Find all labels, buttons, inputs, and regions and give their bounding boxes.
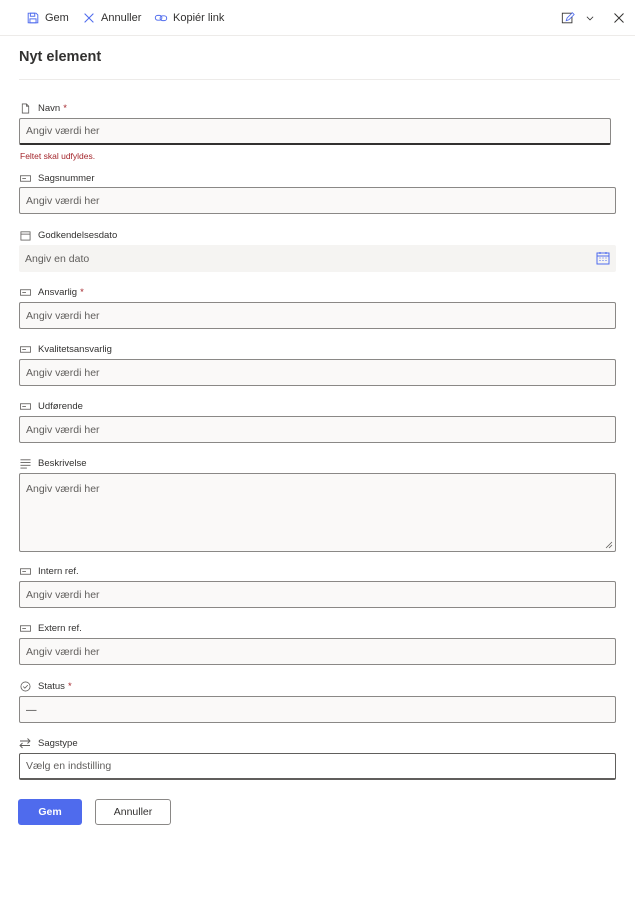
calendar-icon (19, 229, 31, 241)
external-ref-label: Extern ref. (19, 621, 82, 635)
copy-link-command[interactable] (154, 10, 224, 26)
save-command[interactable] (26, 10, 69, 26)
title-divider (19, 79, 620, 80)
multiline-text-icon (19, 457, 31, 469)
text-field-icon (19, 565, 31, 577)
required-marker: * (63, 102, 67, 114)
command-bar (0, 0, 635, 36)
resize-handle-icon[interactable] (605, 541, 613, 549)
case-number-label: Sagsnummer (19, 171, 95, 185)
status-label: Status * (19, 679, 72, 693)
case-type-combobox[interactable]: Vælg en indstilling (19, 753, 616, 780)
chevron-down-icon (585, 13, 595, 23)
calendar-icon[interactable] (596, 251, 610, 265)
executor-label: Udførende (19, 399, 83, 413)
internal-ref-input[interactable]: Angiv værdi her (19, 581, 616, 608)
approval-date-label: Godkendelsesdato (19, 228, 117, 242)
case-number-input[interactable]: Angiv værdi her (19, 187, 616, 214)
responsible-label: Ansvarlig * (19, 285, 84, 299)
document-icon (19, 102, 31, 114)
save-button[interactable]: Gem (18, 799, 82, 825)
name-input[interactable]: Angiv værdi her (19, 118, 611, 145)
check-circle-icon (19, 680, 31, 692)
quality-responsible-label: Kvalitetsansvarlig (19, 342, 112, 356)
text-field-icon (19, 343, 31, 355)
page-title: Nyt element (19, 49, 102, 65)
cancel-button[interactable]: Annuller (95, 799, 171, 825)
save-icon (26, 11, 40, 25)
executor-input[interactable]: Angiv værdi her (19, 416, 616, 443)
copy-link-label: Kopiér link (173, 12, 225, 24)
cancel-command-label: Annuller (101, 12, 142, 24)
edit-form-dropdown[interactable] (582, 10, 598, 26)
name-label: Navn * (19, 101, 67, 115)
required-marker: * (67, 680, 72, 692)
text-field-icon (19, 622, 31, 634)
approval-date-input[interactable]: Angiv en dato (19, 245, 616, 272)
status-dropdown[interactable] (19, 696, 616, 723)
edit-form-button[interactable] (560, 10, 576, 26)
description-label: Beskrivelse (19, 456, 87, 470)
name-error-message: Feltet skal udfyldes. (20, 151, 96, 161)
text-field-icon (19, 286, 31, 298)
internal-ref-label: Intern ref. (19, 564, 79, 578)
link-icon (154, 11, 168, 25)
save-command-label: Gem (45, 12, 69, 24)
external-ref-input[interactable]: Angiv værdi her (19, 638, 616, 665)
status-value: — (26, 703, 37, 716)
edit-form-icon (561, 11, 575, 25)
responsible-input[interactable]: Angiv værdi her (19, 302, 616, 329)
text-field-icon (19, 172, 31, 184)
close-icon (82, 11, 96, 25)
close-icon (613, 12, 625, 24)
case-type-label: Sagstype (19, 736, 78, 750)
choice-arrows-icon (19, 737, 31, 749)
quality-responsible-input[interactable]: Angiv værdi her (19, 359, 616, 386)
close-panel-button[interactable] (611, 10, 627, 26)
required-marker: * (80, 286, 84, 298)
cancel-command[interactable] (82, 10, 141, 26)
description-textarea[interactable]: Angiv værdi her (19, 473, 616, 552)
text-field-icon (19, 400, 31, 412)
